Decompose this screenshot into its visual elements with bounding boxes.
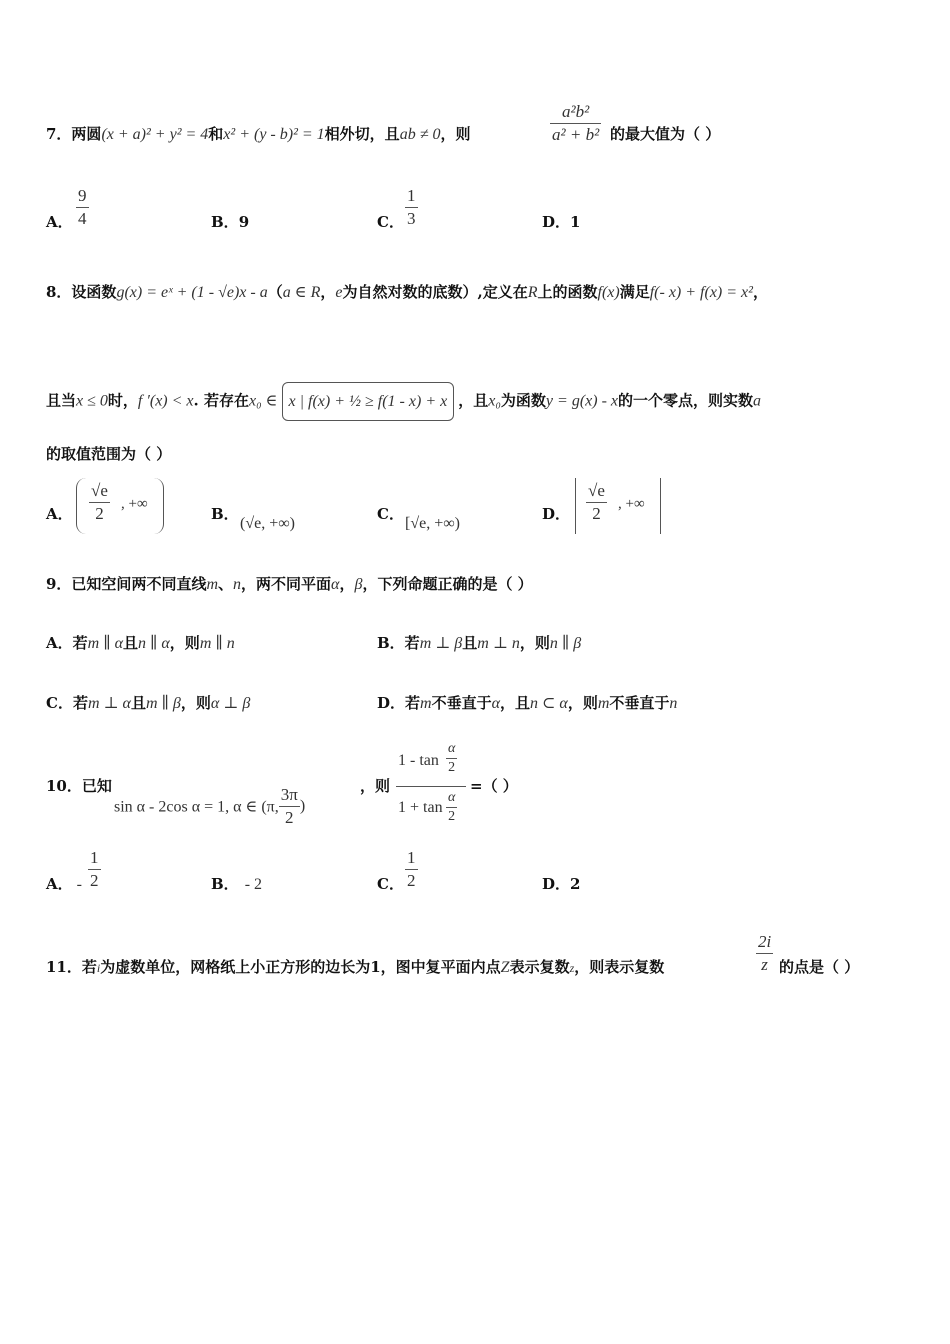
q10-c-num: 1 [405,847,418,870]
q11-frac-num: 2i [756,931,773,954]
q8-set-body: x | f(x) + ½ ≥ f(1 - x) + x [288,393,448,410]
q9-sep: 、 [218,575,234,593]
q8-l2b: 时， [107,391,138,410]
q9-beta: β [354,576,363,593]
q10-expr-den: 1 + tan [398,799,443,816]
q9-d-label: D．若 [377,694,421,712]
q9-t2: ，两不同平面 [241,575,332,593]
q11-i: i [96,961,101,975]
q8-l2e: 为函数 [500,391,546,410]
q7-option-d[interactable] [542,211,580,232]
q10-option-a-label: A． [46,875,73,893]
q9-a-then: ，则 [169,634,200,652]
q7-option-b-value: 9 [238,213,250,231]
q10-equals [470,776,518,796]
q8-a-in-R: a ∈ R [282,284,321,301]
q8-R: R [527,284,538,301]
q8-d-num: √e [586,480,607,503]
q10-then-text: ，则 [360,777,391,795]
q10-equals-text: =（ ） [470,777,518,795]
q10-a-den: 2 [90,871,99,890]
q10-a-sign: - [76,876,82,893]
q8-t3: 为自然对数的底数）,定义在 [342,283,528,301]
q8-t5: 满足 [619,283,650,301]
q8-t2: ， [320,283,336,301]
q9-c-and: 且 [130,694,146,712]
q10-label [46,776,112,796]
q9-c-e3: α ⊥ β [210,695,251,712]
q8-l2a: 且当 [46,391,77,410]
q10-pi-num: 3π [279,784,300,807]
q10-option-d[interactable] [542,873,580,894]
q9-d-e1: m [420,695,432,712]
q7-option-d-label: D． [542,213,571,231]
q11-t1: 11．若 [46,958,97,976]
q7-option-d-value: 1 [570,213,581,231]
q7-condition: ab ≠ 0 [399,126,441,143]
q10-option-b-value: - 2 [244,876,263,893]
q8-functional-equation: f(- x) + f(x) = x² [649,284,753,301]
q9-d-and: ，且 [500,694,531,712]
q9-b-and: 且 [462,634,478,652]
q7-option-a-label: A． [46,213,73,231]
q8-set-brace [282,382,455,421]
q8-t6: ， [752,283,768,301]
q7-a-num: 9 [76,185,89,208]
q7-expression-fraction [550,101,601,146]
q9-n: n [233,576,242,593]
q9-b-e3: n ∥ β [549,635,582,652]
q7-and: 和 [208,125,224,143]
q7-option-c[interactable] [377,211,404,232]
q8-option-d-label: D． [542,505,571,523]
q9-a-and: 且 [122,634,138,652]
q8-a-den: 2 [95,504,104,523]
q11-fraction [756,931,773,976]
q7-text2: 相外切，且 [324,125,400,143]
q8-option-c[interactable] [377,503,404,524]
q8-a-tail: , +∞ [121,496,148,512]
q8-option-a[interactable] [46,503,73,524]
q7-text3: ，则 [440,125,471,143]
q8-g-definition: g(x) = eˣ + (1 - √e)x - a [116,284,268,301]
q9-t3: ，下列命题正确的是（ ） [362,575,533,593]
q7-tail [610,124,720,144]
q10-pi-den: 2 [285,808,294,827]
q7-c-den: 3 [407,209,416,228]
q10-option-c-value [405,847,418,892]
q11-z: z [569,961,575,975]
q10-option-a[interactable] [46,873,82,894]
q10-expression [396,740,466,833]
q8-option-b-label: B． [211,505,239,523]
q9-option-d[interactable] [377,692,677,713]
q7-stem [46,124,470,145]
q10-option-b[interactable] [211,873,262,894]
q7-option-a-value [76,185,89,230]
q10-given [114,784,305,829]
q9-option-c[interactable] [46,692,250,713]
q8-option-d[interactable] [542,503,570,524]
q9-option-b[interactable] [377,632,581,653]
q8-d-tail: , +∞ [618,496,645,512]
q8-option-c-value: [√e, +∞) [405,515,460,532]
q9-c-e2: m ∥ β [145,695,181,712]
q10-half-den-bottom: 2 [448,809,456,824]
q7-question-end: 的最大值为（ ） [610,125,721,143]
circle-2-equation: x² + (y - b)² = 1 [223,126,325,143]
q8-option-b-value: (√e, +∞) [240,515,295,532]
q9-d-e4: m [597,695,610,712]
q9-b-e2: m ⊥ n [477,635,520,652]
q9-t1: 9．已知空间两不同直线 [46,575,207,593]
q10-option-b-label: B． [211,875,239,893]
q9-b-then: ，则 [519,634,550,652]
q7-option-a[interactable] [46,211,73,232]
q10-half-num-bottom: α [446,789,457,808]
q8-x-le-0: x ≤ 0 [76,392,108,410]
q8-e: e [335,284,343,301]
q8-option-b[interactable] [211,503,239,524]
q8-fprime: f ′(x) < x [137,392,194,410]
q7-c-num: 1 [405,185,418,208]
q11-stem [46,957,664,978]
q11-Z: Z [500,959,510,976]
q8-option-a-value [76,478,164,534]
q7-expr-numerator: a²b² [550,101,601,124]
q10-option-c[interactable] [377,873,404,894]
q9-d-t1: 不垂直于 [431,694,492,712]
q8-x0-in: x₀ ∈ [248,392,278,410]
q7-number: 7．两圆 [46,125,102,143]
q9-d-t2: 不垂直于 [609,694,670,712]
q10-option-a-value [88,847,101,892]
q8-d-den: 2 [592,504,601,523]
q7-option-b-label: B． [211,213,239,231]
q10-option-d-label: D． [542,875,571,893]
q7-option-c-label: C． [377,213,404,231]
q8-stem-line2 [46,382,761,421]
q10-half-num-top: α [446,740,457,759]
q10-number: 10．已知 [46,777,112,795]
q8-option-d-value [575,478,661,534]
q8-l2f: 的一个零点，则实数 [618,391,754,410]
q11-tail [779,957,859,977]
q9-comma: ， [339,575,355,593]
q7-a-den: 4 [78,209,87,228]
q10-then [360,776,390,796]
q8-a: a [753,392,762,410]
q10-option-d-value: 2 [570,875,581,893]
q9-a-e2: n ∥ α [138,635,170,652]
q10-c-den: 2 [407,871,416,890]
circle-1-equation: (x + a)² + y² = 4 [101,126,209,143]
q9-b-label: B．若 [377,634,420,652]
q8-l2d: ，且 [458,391,489,410]
q10-half-den-top: 2 [448,760,456,775]
q11-question-end: 的点是（ ） [779,958,860,976]
q9-c-e1: m ⊥ α [87,695,131,712]
q10-expr-num: 1 - tan [398,752,439,769]
q9-a-e1: m ∥ α [87,635,123,652]
q11-t4: ，则表示复数 [574,958,665,976]
q8-question-end: 的取值范围为（ ） [46,445,172,463]
q8-a-num: √e [89,480,110,503]
q8-option-c-label: C． [377,505,404,523]
q9-c-label: C．若 [46,694,88,712]
q11-t2: 为虚数单位，网格纸上小正方形的边长为1，图中复平面内点 [100,958,501,976]
q9-a-e3: m ∥ n [199,635,235,652]
q7-option-b[interactable] [211,211,249,232]
q8-number: 8．设函数 [46,283,117,301]
q9-alpha: α [331,576,340,593]
q10-3pi-over-2 [279,784,300,829]
q10-option-c-label: C． [377,875,404,893]
q9-d-e3: n ⊂ α [530,695,568,712]
q10-given-equation: sin α - 2cos α = 1, α ∈ (π, [114,798,279,816]
q9-c-then: ，则 [180,694,211,712]
q10-a-num: 1 [88,847,101,870]
q8-stem-line1 [46,282,768,303]
q9-d-e5: n [669,695,678,712]
q8-t4: 上的函数 [537,283,598,301]
q9-d-e2: α [491,695,500,712]
q8-f: f(x) [597,284,620,301]
q11-frac-den: z [761,955,768,974]
q10-close-paren: ) [299,797,306,815]
q8-stem-line3 [46,444,171,464]
q9-d-then: ，则 [567,694,598,712]
q9-m: m [206,576,219,593]
q8-x0: x₀ [488,392,501,410]
q8-y-function: y = g(x) - x [545,392,619,410]
q8-l2c: . 若存在 [193,391,249,410]
q7-expr-denominator: a² + b² [552,125,600,144]
q8-t1: （ [267,283,283,301]
q8-option-a-label: A． [46,505,73,523]
q9-option-a[interactable] [46,632,235,653]
q11-t3: 表示复数 [509,958,570,976]
q9-stem [46,574,533,595]
q7-option-c-value [405,185,418,230]
q9-a-label: A．若 [46,634,88,652]
q9-b-e1: m ⊥ β [419,635,463,652]
